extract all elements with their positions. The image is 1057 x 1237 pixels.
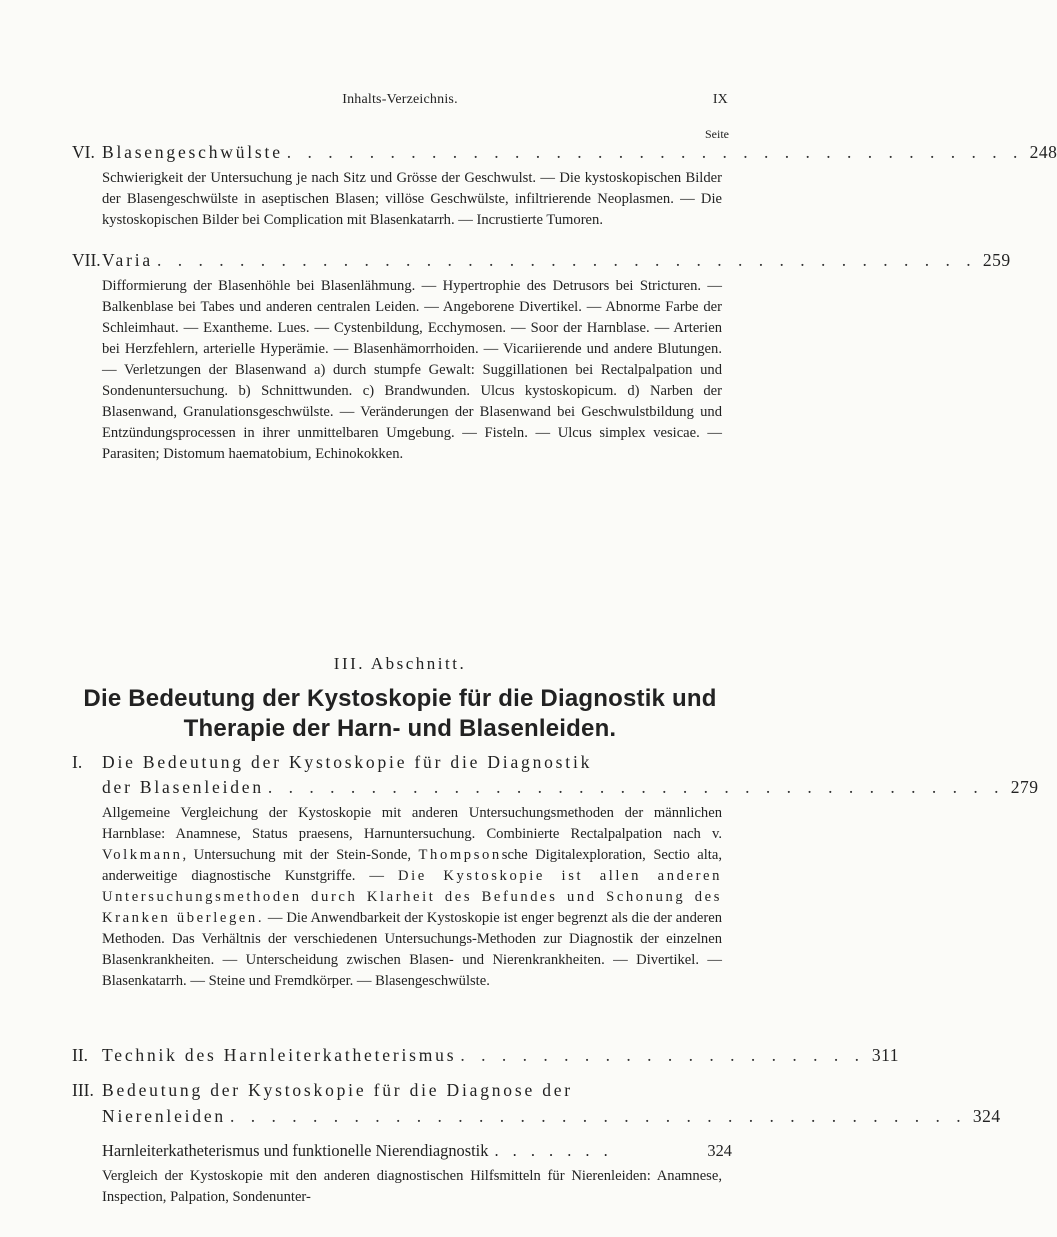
description-text: Schwierigkeit der Untersuchung je nach Sitz und Grösse der Geschwulst. — Die kystoskopischen Bilder der Blasengeschwülste in aseptischen Blasen; villöse Geschwülste, infiltrierende Neoplasmen. — Die kystoskopischen Bilder bei Complication mit Blasenkatarrh. — Incrustierte Tumoren. [102, 170, 722, 228]
leader-dots: . . . . . . . . . . . . . . . . . . . . . . . . . . . . . . . . . . . . [267, 777, 1005, 797]
entry-description-vii [102, 276, 722, 465]
entry-number: I. [72, 752, 83, 772]
page-number: IX [712, 92, 728, 107]
entry-title-line1: Bedeutung der Kystoskopie für die Diagnose der [102, 1080, 573, 1100]
leader-dots: . . . . . . . . . . . . . . . . . . . . . . . . . . . . . . . . . . . . . . . . [156, 250, 977, 270]
author-name-thompson: Thompson [418, 847, 502, 863]
description-text: Difformierung der Blasenhöhle bei Blasenlähmung. — Hypertrophie des Detrusors bei Stricturen. — Balkenblase bei Tabes und anderen centralen Leiden. — Angeborene Divertikel. — Abnorme Farbe der Schleimhaut. — Exantheme. Lues. — Cystenbildung, Ecchymosen. — Soor der Harnblase. — Arterien bei Herzfehlern, arterielle Hyperämie. — Blasenhämorrhoiden. — Vicariierende und andere Blutungen. — Verletzungen der Blasenwand a) durch stumpfe Gewalt: Suggillationen bei Rectalpalpation und Sondenuntersuchung. b) Schnittwunden. c) Brandwunden. Ulcus kystoskopicum. d) Narben der Blasenwand, Granulationsgeschwülste. — Veränderungen der Blasenwand bei Geschwulstbildung und Entzündungsprocessen in ihrer unmittelbaren Umgebung. — Fisteln. — Ulcus simplex vesicae. — Parasiten; Distomum haematobium, Echinokokken. [102, 278, 722, 462]
leader-dots: . . . . . . . . . . . . . . . . . . . . . . . . . . . . . . . . . . . . [286, 142, 1024, 162]
entry-description-vi [102, 168, 722, 231]
description-text: Vergleich der Kystoskopie mit den anderen diagnostischen Hilfsmitteln für Nierenleiden: Anamnese, Inspection, Palpation, Sondenunter- [102, 1168, 722, 1205]
entry-description-iii [102, 1166, 722, 1208]
entry-number: II. [72, 1045, 89, 1065]
entry-page: 279 [1010, 777, 1039, 797]
entry-title: Technik des Harnleiterkatheterismus [102, 1045, 457, 1065]
entry-title: Varia [102, 250, 153, 270]
section-title-line2: Therapie der Harn- und Blasenleiden. [183, 715, 617, 742]
toc-entry-iii [72, 1080, 1001, 1127]
entry-page: 259 [982, 250, 1011, 270]
author-name-volkmann: Volkmann [102, 847, 183, 863]
subentry-title: Harnleiterkatheterismus und funktionelle Nierendiagnostik [102, 1141, 489, 1160]
entry-page: 324 [972, 1106, 1001, 1126]
section-title-line1: Die Bedeutung der Kystoskopie für die Diagnostik und [83, 685, 717, 712]
leader-dots: . . . . . . . . . . . . . . . . . . . . . . . . . . . . . . . . . . . . [229, 1106, 967, 1126]
toc-entry-vii [72, 250, 1011, 271]
section-label: III. Abschnitt. [333, 654, 467, 673]
entry-description-i [102, 803, 722, 992]
leader-dots: . . . . . . . . . . . . . . . . . . . . [460, 1045, 865, 1065]
entry-title-line1: Die Bedeutung der Kystoskopie für die Diagnostik [102, 752, 593, 772]
toc-subentry-iii [102, 1140, 732, 1161]
leader-dots: . . . . . . . [494, 1141, 613, 1160]
entry-page: 248 [1029, 142, 1057, 162]
entry-number: VI. [72, 142, 95, 162]
toc-entry-vi [72, 142, 1057, 163]
entry-title-line2: der Blasenleiden [102, 777, 264, 797]
entry-page: 311 [871, 1045, 899, 1065]
toc-entry-i [72, 752, 1039, 798]
entry-number: III. [72, 1080, 94, 1100]
section-title [0, 684, 800, 744]
running-title: Inhalts-Verzeichnis. [342, 92, 458, 107]
entry-number: VII. [72, 250, 101, 270]
entry-title-line2: Nierenleiden [102, 1106, 226, 1126]
entry-title: Blasengeschwülste [102, 142, 283, 162]
running-header [0, 92, 800, 114]
seite-label: Seite [705, 127, 729, 141]
subentry-page: 324 [707, 1141, 732, 1160]
toc-entry-ii [72, 1045, 899, 1066]
description-text: Allgemeine Vergleichung der Kystoskopie mit anderen Untersuchungsmethoden der männlichen Harnblase: Anamnese, Status praesens, Harnuntersuchung. Combinierte Rectalpalpation nach v. Volkmann, Untersuchung mit der Stein-Sonde, Thompsonsche Digitalexploration, Sectio alta, anderweitige diagnostische Kunstgriffe. — Die Kystoskopie ist allen anderen Untersuchungsmethoden durch Klarheit des Befundes und Schonung des Kranken überlegen. — Die Anwendbarkeit der Kystoskopie ist enger begrenzt als die der anderen Methoden. Das Verhältnis der verschiedenen Untersuchungs-Methoden zur Diagnostik der einzelnen Blasenkrankheiten. — Unterscheidung zwischen Blasen- und Nierenkrankheiten. — Divertikel. — Blasenkatarrh. — Steine und Fremdkörper. — Blasengeschwülste. [102, 805, 723, 989]
emphasized-statement: Die Kystoskopie ist allen anderen Untersuchungsmethoden durch Klarheit des Befundes und Schonung des Kranken überlegen. [102, 868, 723, 926]
